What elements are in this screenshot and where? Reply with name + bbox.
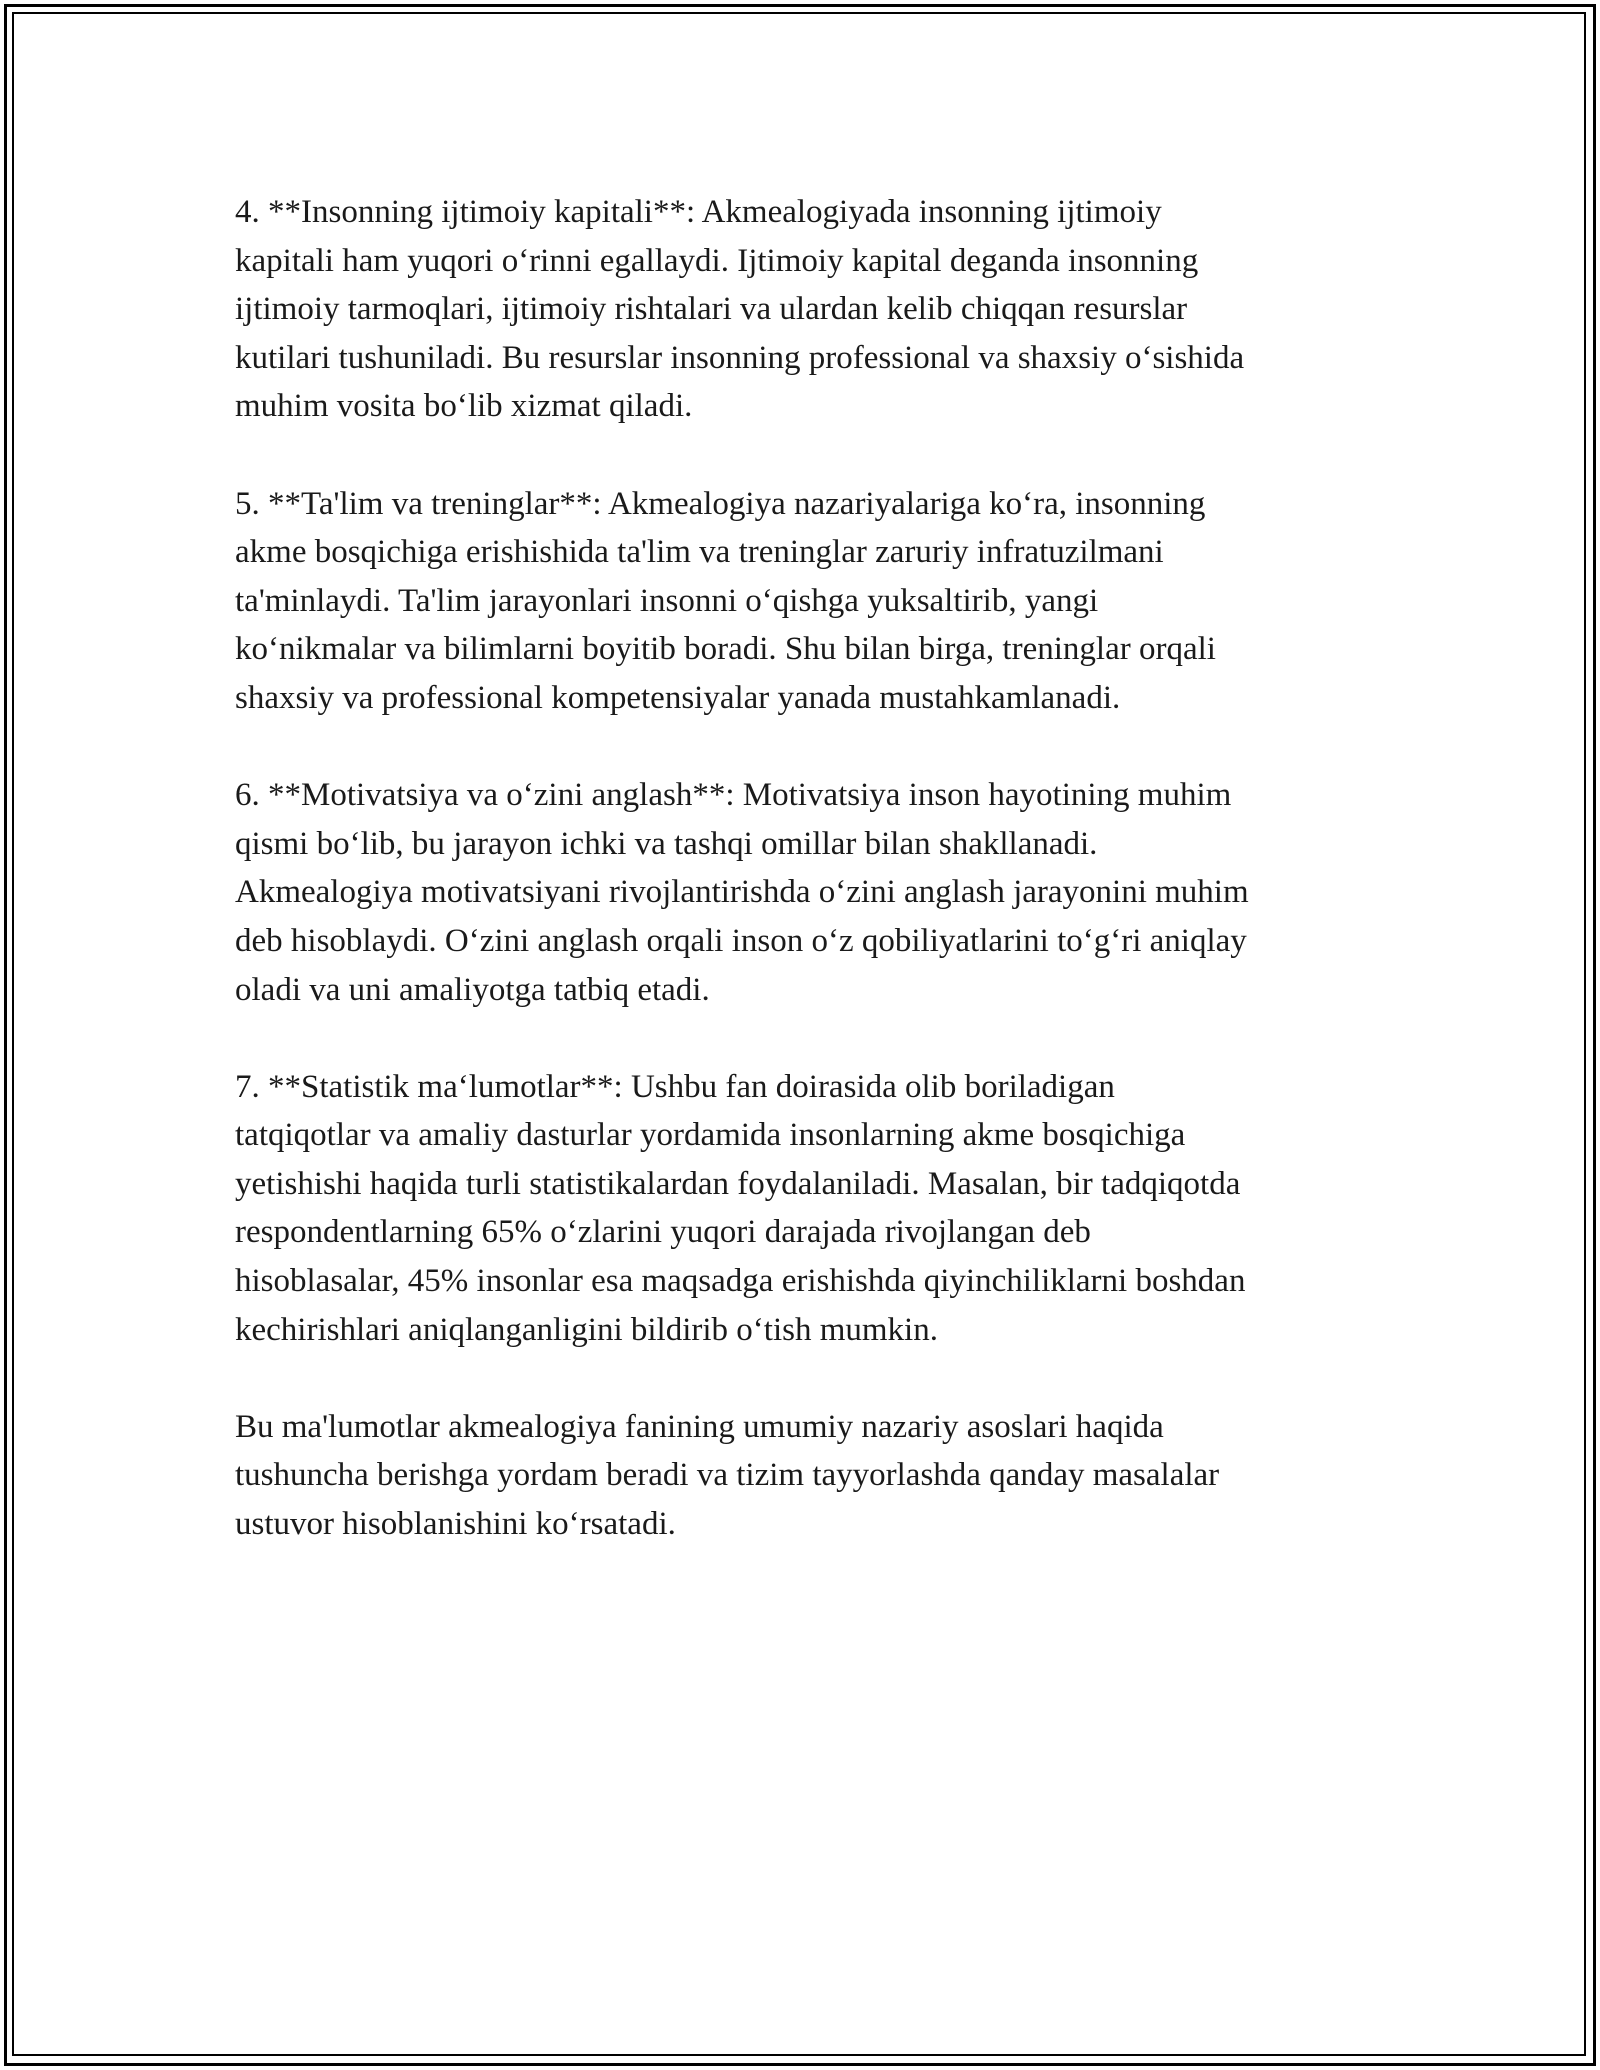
text-line: 6. **Motivatsiya va oʻzini anglash**: Motivatsiya inson hayotining muhim	[235, 777, 1232, 814]
text-line: kechirishlari aniqlanganligini bildirib oʻtish mumkin.	[235, 1311, 938, 1348]
text-line: respondentlarning 65% oʻzlarini yuqori darajada rivojlangan deb	[235, 1214, 1091, 1251]
text-line: akme bosqichiga erishishida ta'lim va treninglar zaruriy infratuzilmani	[235, 534, 1164, 571]
text-line: shaxsiy va professional kompetensiyalar yanada mustahkamlanadi.	[235, 679, 1121, 716]
text-line: Bu ma'lumotlar akmealogiya fanining umumiy nazariy asoslari haqida	[235, 1408, 1164, 1445]
text-line: 7. **Statistik maʻlumotlar**: Ushbu fan doirasida olib boriladigan	[235, 1068, 1115, 1105]
text-line: Akmealogiya motivatsiyani rivojlantirishda oʻzini anglash jarayonini muhim	[235, 874, 1249, 911]
text-line: ustuvor hisoblanishini koʻrsatadi.	[235, 1506, 676, 1543]
text-line: kutilari tushuniladi. Bu resurslar insonning professional va shaxsiy oʻsishida	[235, 339, 1245, 376]
text-line: qismi boʻlib, bu jarayon ichki va tashqi omillar bilan shakllanadi.	[235, 825, 1098, 862]
text-line: tushuncha berishga yordam beradi va tizim tayyorlashda qanday masalalar	[235, 1457, 1220, 1494]
text-line: deb hisoblaydi. Oʻzini anglash orqali inson oʻz qobiliyatlarini toʻgʻri aniqlay	[235, 922, 1247, 959]
paragraph-statistics	[235, 1063, 1365, 1355]
text-line: ijtimoiy tarmoqlari, ijtimoiy rishtalari va ulardan kelib chiqqan resurslar	[235, 291, 1188, 328]
text-line: tatqiqotlar va amaliy dasturlar yordamida insonlarning akme bosqichiga	[235, 1117, 1186, 1154]
text-line: 4. **Insonning ijtimoiy kapitali**: Akmealogiyada insonning ijtimoiy	[235, 194, 1162, 230]
text-line: oladi va uni amaliyotga tatbiq etadi.	[235, 971, 710, 1008]
text-line: ta'minlaydi. Ta'lim jarayonlari insonni oʻqishga yuksaltirib, yangi	[235, 582, 1099, 619]
text-line: hisoblasalar, 45% insonlar esa maqsadga erishishda qiyinchiliklarni boshdan	[235, 1263, 1246, 1300]
text-line: kapitali ham yuqori oʻrinni egallaydi. Ijtimoiy kapital deganda insonning	[235, 242, 1199, 279]
paragraph-education-training	[235, 480, 1365, 723]
paragraph-conclusion	[235, 1403, 1365, 1549]
text-line: 5. **Ta'lim va treninglar**: Akmealogiya nazariyalariga koʻra, insonning	[235, 485, 1206, 522]
paragraph-motivation	[235, 771, 1365, 1014]
text-line: yetishishi haqida turli statistikalardan foydalaniladi. Masalan, bir tadqiqotda	[235, 1165, 1241, 1202]
text-line: muhim vosita boʻlib xizmat qiladi.	[235, 388, 693, 425]
document-body	[235, 188, 1365, 1597]
text-line: koʻnikmalar va bilimlarni boyitib boradi. Shu bilan birga, treninglar orqali	[235, 631, 1216, 668]
paragraph-social-capital	[235, 188, 1365, 431]
